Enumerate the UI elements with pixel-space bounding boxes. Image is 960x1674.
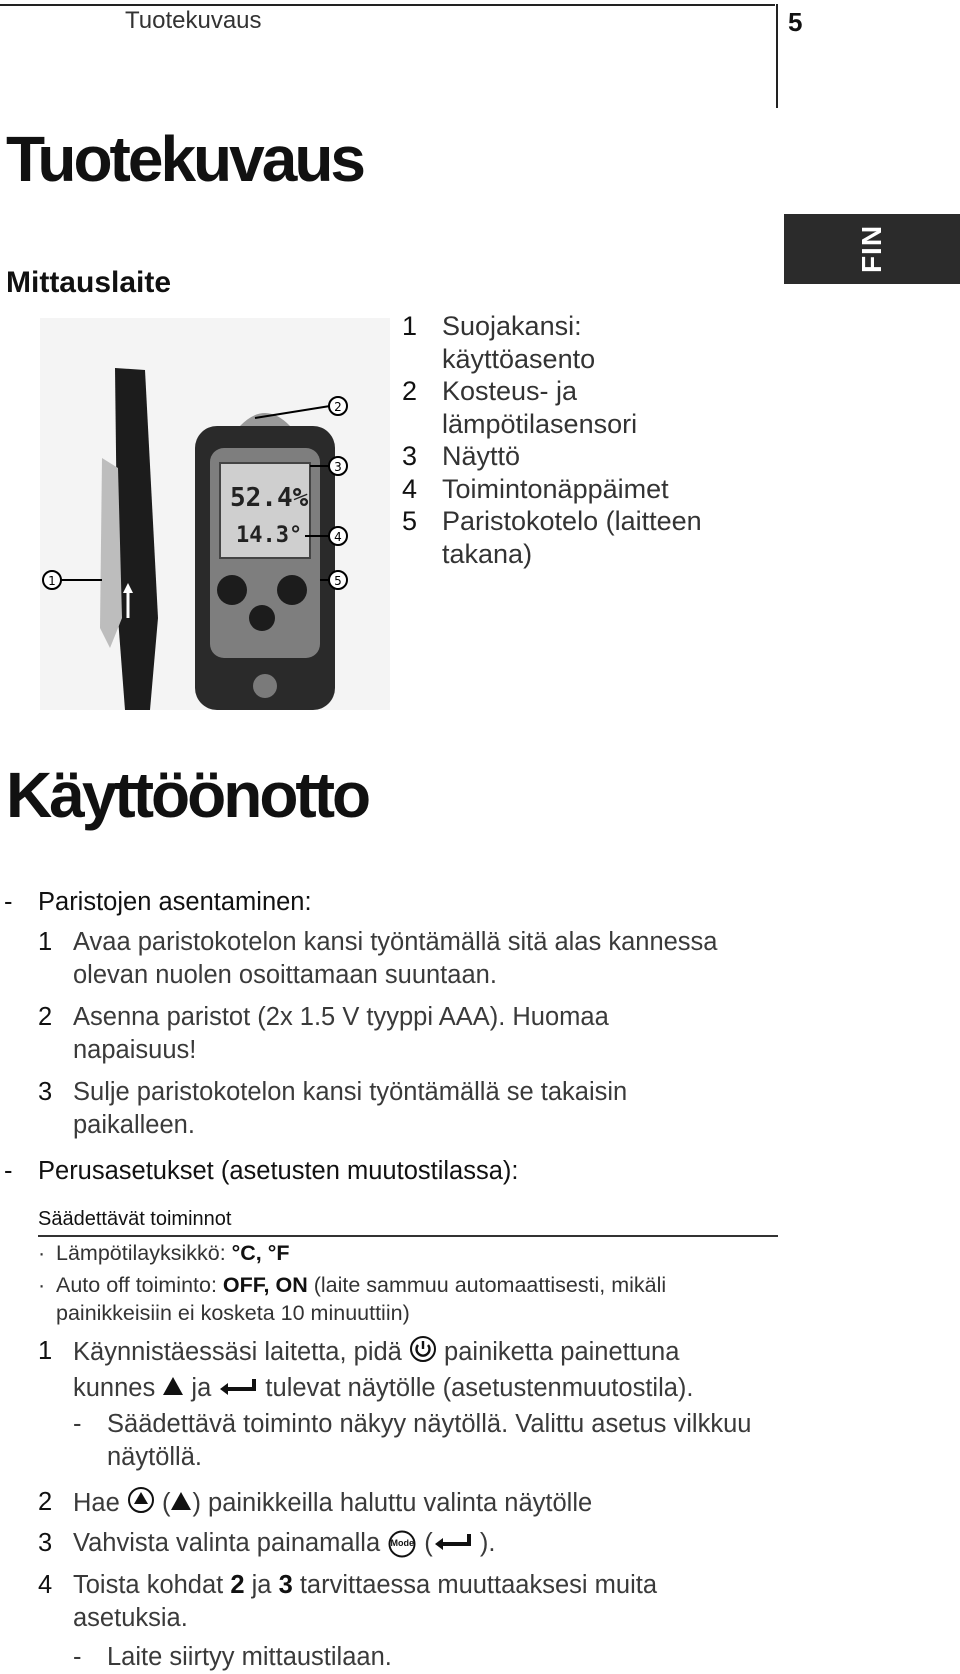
step-text: ) painikkeilla haluttu valinta näytölle bbox=[192, 1488, 593, 1517]
step-text: ( bbox=[154, 1488, 171, 1517]
option-values: OFF, ON bbox=[222, 1273, 308, 1297]
legend-item bbox=[402, 505, 762, 570]
step-text: Avaa paristokotelon kansi työntämällä sitä alas kannessa olevan nuolen osoittamaan suuntaan. bbox=[73, 928, 718, 989]
step-text: Vahvista valinta painamalla bbox=[73, 1529, 388, 1557]
battery-heading bbox=[4, 886, 784, 919]
option-description: (laite sammuu automaattisesti, mikäli painikkeisiin ei kosketa 10 minuuttiin) bbox=[56, 1273, 667, 1325]
button-power-key bbox=[249, 605, 275, 631]
step-text: Toista kohdat bbox=[73, 1571, 231, 1599]
legend-text: Paristokotelo (laitteen takana) bbox=[442, 506, 702, 569]
legend-item bbox=[402, 473, 762, 506]
legend-text: Näyttö bbox=[442, 441, 521, 471]
settings-step-4 bbox=[38, 1569, 718, 1634]
bullet-dot: · bbox=[38, 1241, 46, 1265]
callout-2-label: 2 bbox=[334, 400, 342, 414]
power-button-icon bbox=[409, 1335, 437, 1372]
section-title-product: Tuotekuvaus bbox=[6, 123, 363, 195]
dash-marker: - bbox=[73, 1643, 82, 1671]
step-text: Asenna paristot (2x 1.5 V tyyppi AAA). Huomaa napaisuus! bbox=[73, 1003, 609, 1064]
up-arrow-symbol-icon bbox=[162, 1373, 184, 1406]
step-reference: 3 bbox=[278, 1571, 293, 1599]
up-arrow-symbol-icon bbox=[170, 1488, 192, 1521]
battery-step-2 bbox=[38, 1001, 678, 1066]
dash-marker: - bbox=[73, 1410, 82, 1438]
step-number: 2 bbox=[38, 1488, 53, 1516]
settings-heading-text: Perusasetukset (asetusten muutostilassa): bbox=[38, 1157, 519, 1185]
battery-step-1 bbox=[38, 926, 778, 991]
step-number: 4 bbox=[38, 1571, 53, 1599]
option-label: Lämpötilayksikkö: bbox=[56, 1241, 232, 1265]
settings-step-3 bbox=[38, 1527, 778, 1561]
step-text: ja bbox=[184, 1373, 219, 1402]
header-rule bbox=[0, 4, 775, 6]
note-text: Säädettävä toiminto näkyy näytöllä. Valittu asetus vilkkuu näytöllä. bbox=[107, 1410, 752, 1471]
legend-text: Suojakansi: käyttöasento bbox=[442, 311, 596, 374]
mode-button-icon bbox=[387, 1530, 417, 1558]
battery-heading-text: Paristojen asentaminen: bbox=[38, 888, 312, 916]
dash-marker: - bbox=[4, 888, 13, 916]
dash-marker: - bbox=[4, 1157, 13, 1185]
step-number: 1 bbox=[38, 928, 53, 956]
callout-1-label: 1 bbox=[48, 574, 56, 588]
option-values: °C, °F bbox=[231, 1241, 290, 1265]
step-text: Sulje paristokotelon kansi työntämällä se takaisin paikalleen. bbox=[73, 1078, 628, 1139]
running-header-title: Tuotekuvaus bbox=[125, 7, 262, 34]
option-label: Auto off toiminto: bbox=[56, 1273, 223, 1297]
up-button-icon bbox=[127, 1486, 155, 1523]
step-number: 2 bbox=[38, 1003, 53, 1031]
button-mode-key bbox=[277, 575, 307, 605]
device-logo-dot bbox=[253, 674, 277, 698]
step-text: ( bbox=[417, 1529, 433, 1557]
section-title-setup: Käyttöönotto bbox=[6, 759, 369, 831]
battery-step-3 bbox=[38, 1076, 678, 1141]
adjustable-functions-header: Säädettävät toiminnot bbox=[38, 1208, 232, 1230]
step-text: ). bbox=[472, 1529, 496, 1557]
legend-text: Kosteus- ja lämpötilasensori bbox=[442, 376, 638, 439]
callout-4-label: 4 bbox=[334, 530, 342, 544]
option-auto-off bbox=[38, 1271, 758, 1327]
step-text: ja bbox=[244, 1571, 279, 1599]
step-text: Hae bbox=[73, 1488, 127, 1517]
legend-text: Toimintonäppäimet bbox=[442, 473, 669, 504]
page-number: 5 bbox=[788, 7, 803, 37]
callout-5-label: 5 bbox=[334, 574, 342, 588]
step-number: 3 bbox=[38, 1078, 53, 1106]
settings-step-4-note bbox=[73, 1641, 753, 1674]
lcd-temperature: 14.3° bbox=[236, 523, 303, 548]
legend-number: 2 bbox=[402, 376, 418, 406]
legend-number: 3 bbox=[402, 441, 418, 471]
option-temperature-unit bbox=[38, 1239, 778, 1267]
step-text: tulevat näytölle (asetustenmuutostila). bbox=[258, 1373, 694, 1402]
button-up-key bbox=[217, 575, 247, 605]
legend-number: 1 bbox=[402, 311, 418, 341]
settings-step-1 bbox=[38, 1335, 758, 1405]
settings-step-2 bbox=[38, 1486, 778, 1523]
step-text: tarvittaessa muuttaaksesi muita asetuksia. bbox=[73, 1571, 657, 1632]
settings-heading bbox=[4, 1155, 784, 1188]
language-tab-label: FIN bbox=[856, 224, 887, 274]
device-legend bbox=[402, 310, 762, 570]
step-number: 1 bbox=[38, 1337, 53, 1365]
enter-symbol-icon bbox=[218, 1373, 258, 1406]
subsection-title-device: Mittauslaite bbox=[6, 266, 172, 299]
lcd-humidity: 52.4% bbox=[230, 483, 309, 513]
legend-number: 4 bbox=[402, 473, 418, 504]
step-text: Käynnistäessäsi laitetta, pidä bbox=[73, 1337, 409, 1366]
table-rule bbox=[38, 1235, 778, 1237]
note-text: Laite siirtyy mittaustilaan. bbox=[107, 1643, 392, 1671]
legend-number: 5 bbox=[402, 506, 418, 536]
bullet-dot: · bbox=[38, 1273, 46, 1297]
legend-item bbox=[402, 375, 762, 440]
header-divider bbox=[776, 4, 778, 108]
legend-item bbox=[402, 440, 762, 473]
callout-3-label: 3 bbox=[334, 460, 342, 474]
mode-button-label: Mode bbox=[390, 1538, 414, 1549]
step-reference: 2 bbox=[230, 1571, 245, 1599]
language-tab bbox=[784, 214, 960, 284]
settings-step-1-note bbox=[73, 1408, 753, 1473]
device-illustration bbox=[40, 318, 390, 710]
step-text: painiketta painettuna kunnes bbox=[73, 1337, 680, 1402]
step-number: 3 bbox=[38, 1529, 53, 1557]
legend-item bbox=[402, 310, 762, 375]
enter-symbol-icon bbox=[433, 1528, 473, 1561]
